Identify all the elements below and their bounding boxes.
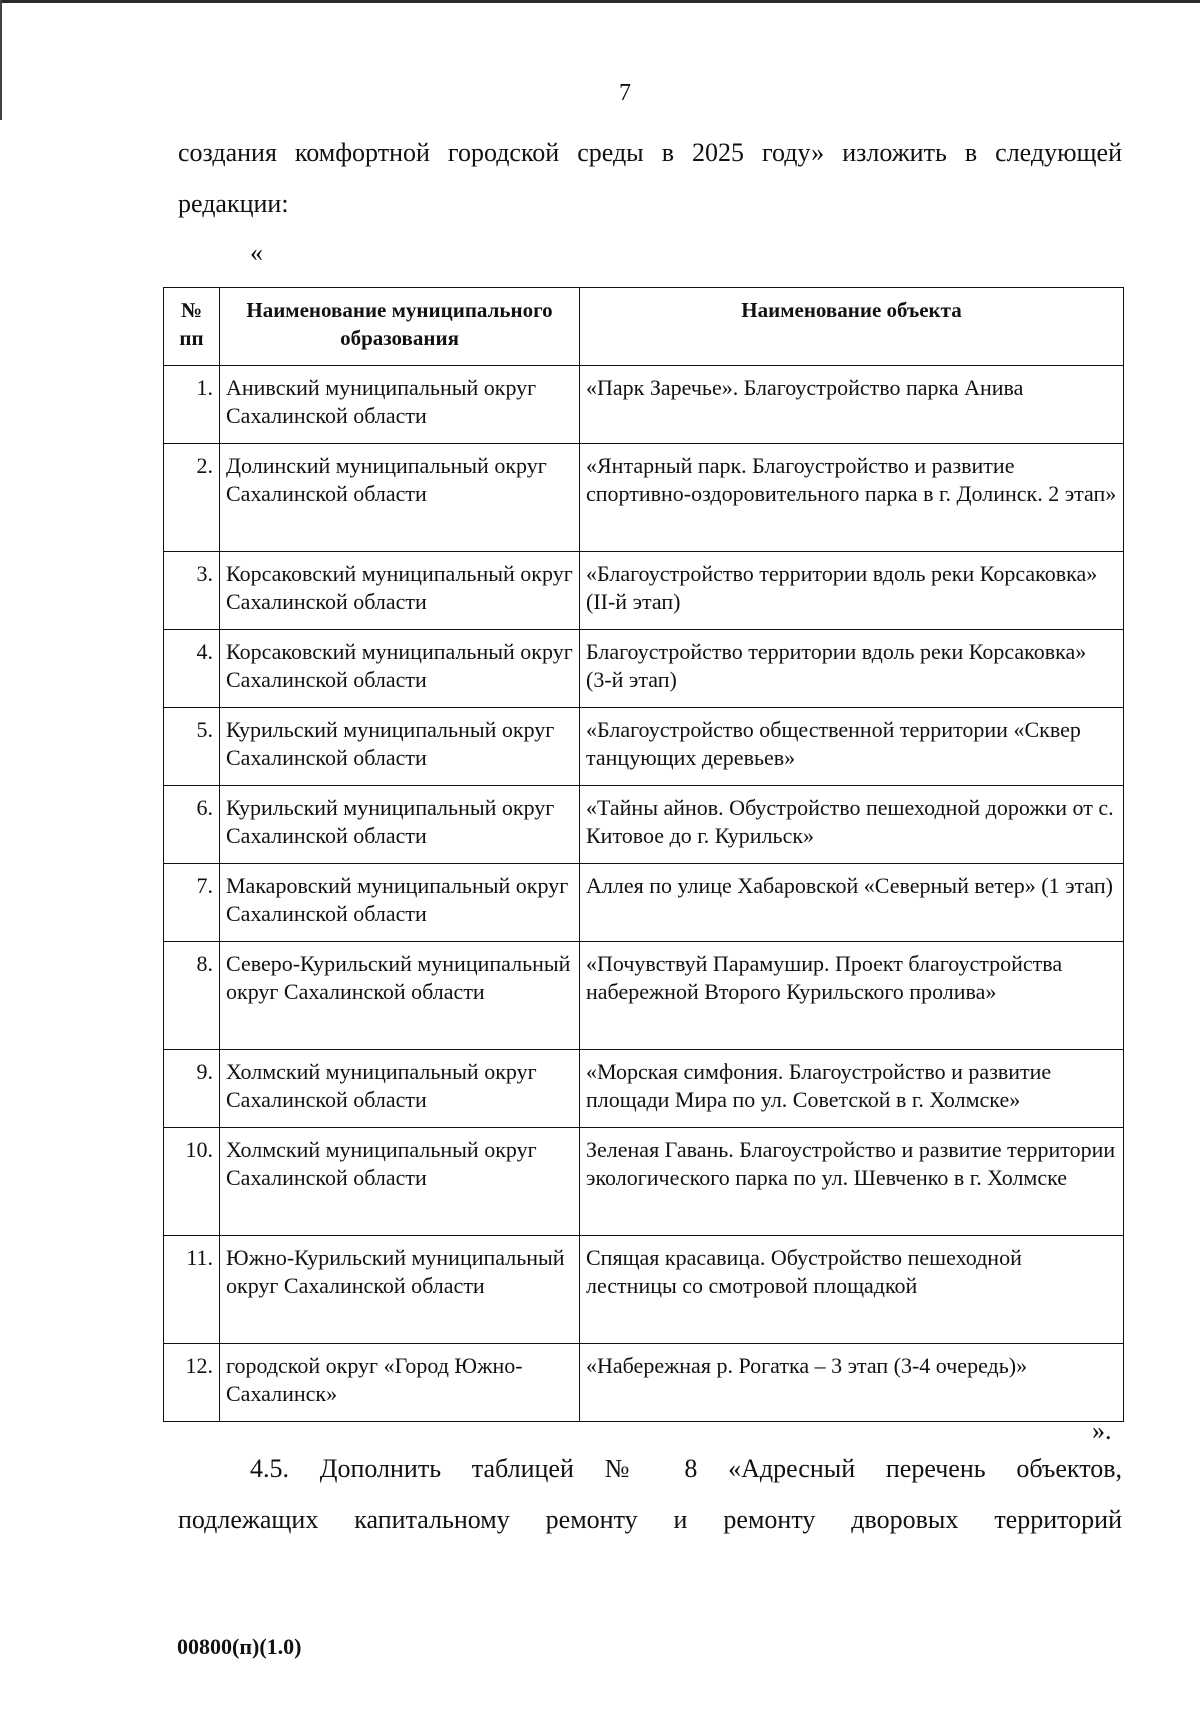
row-municipality: Курильский муниципальный округ Сахалинской области	[220, 708, 580, 786]
table-row	[164, 942, 1124, 1050]
scan-top-edge	[0, 0, 1200, 3]
table-row	[164, 366, 1124, 444]
row-object: «Набережная р. Рогатка – 3 этап (3-4 очередь)»	[580, 1344, 1124, 1422]
row-municipality: Корсаковский муниципальный округ Сахалинской области	[220, 630, 580, 708]
row-object: «Почувствуй Парамушир. Проект благоустройства набережной Второго Курильского пролива»	[580, 942, 1124, 1050]
row-num: 7.	[164, 864, 220, 942]
row-municipality: городской округ «Город Южно-Сахалинск»	[220, 1344, 580, 1422]
section-4-5-line-2: подлежащих капитальному ремонту и ремонту дворовых территорий	[178, 1505, 1122, 1534]
row-municipality: Холмский муниципальный округ Сахалинской области	[220, 1050, 580, 1128]
row-municipality: Корсаковский муниципальный округ Сахалинской области	[220, 552, 580, 630]
row-num: 1.	[164, 366, 220, 444]
table-row	[164, 708, 1124, 786]
table-row	[164, 630, 1124, 708]
header-object: Наименование объекта	[580, 288, 1124, 366]
intro-line-1: создания комфортной городской среды в 2025 году» изложить в следующей	[178, 138, 1122, 167]
page-number: 7	[619, 80, 631, 106]
table-header-row	[164, 288, 1124, 366]
row-municipality: Анивский муниципальный округ Сахалинской области	[220, 366, 580, 444]
opening-quote: «	[250, 238, 263, 267]
table-row	[164, 552, 1124, 630]
row-num: 9.	[164, 1050, 220, 1128]
row-object: «Янтарный парк. Благоустройство и развитие спортивно-оздоровительного парка в г. Долинск. 2 этап»	[580, 444, 1124, 552]
row-municipality: Холмский муниципальный округ Сахалинской области	[220, 1128, 580, 1236]
row-object: «Морская симфония. Благоустройство и развитие площади Мира по ул. Советской в г. Холмске»	[580, 1050, 1124, 1128]
table-row	[164, 864, 1124, 942]
row-num: 4.	[164, 630, 220, 708]
row-num: 2.	[164, 444, 220, 552]
row-object: Зеленая Гавань. Благоустройство и развитие территории экологического парка по ул. Шевченко в г. Холмске	[580, 1128, 1124, 1236]
header-num: № пп	[164, 288, 220, 366]
row-num: 3.	[164, 552, 220, 630]
row-municipality: Макаровский муниципальный округ Сахалинской области	[220, 864, 580, 942]
row-object: «Тайны айнов. Обустройство пешеходной дорожки от с. Китовое до г. Курильск»	[580, 786, 1124, 864]
row-num: 5.	[164, 708, 220, 786]
row-object: «Благоустройство общественной территории «Сквер танцующих деревьев»	[580, 708, 1124, 786]
table-row	[164, 786, 1124, 864]
row-num: 11.	[164, 1236, 220, 1344]
row-num: 6.	[164, 786, 220, 864]
header-municipality: Наименование муниципального образования	[220, 288, 580, 366]
table-row	[164, 1050, 1124, 1128]
row-object: «Благоустройство территории вдоль реки Корсаковка» (II-й этап)	[580, 552, 1124, 630]
row-object: Спящая красавица. Обустройство пешеходной лестницы со смотровой площадкой	[580, 1236, 1124, 1344]
row-object: «Парк Заречье». Благоустройство парка Анива	[580, 366, 1124, 444]
row-num: 12.	[164, 1344, 220, 1422]
closing-quote: ».	[1092, 1416, 1112, 1445]
section-4-5-line-1: 4.5. Дополнить таблицей № 8 «Адресный перечень объектов,	[250, 1454, 1122, 1483]
row-municipality: Южно-Курильский муниципальный округ Сахалинской области	[220, 1236, 580, 1344]
row-num: 10.	[164, 1128, 220, 1236]
municipal-objects-table	[163, 287, 1124, 1422]
row-object: Аллея по улице Хабаровской «Северный ветер» (1 этап)	[580, 864, 1124, 942]
row-num: 8.	[164, 942, 220, 1050]
row-municipality: Долинский муниципальный округ Сахалинской области	[220, 444, 580, 552]
row-municipality: Курильский муниципальный округ Сахалинской области	[220, 786, 580, 864]
document-code: 00800(п)(1.0)	[177, 1634, 302, 1659]
row-municipality: Северо-Курильский муниципальный округ Сахалинской области	[220, 942, 580, 1050]
table-row	[164, 444, 1124, 552]
table-row	[164, 1236, 1124, 1344]
table-row	[164, 1128, 1124, 1236]
row-object: Благоустройство территории вдоль реки Корсаковка» (3-й этап)	[580, 630, 1124, 708]
intro-line-2: редакции:	[178, 189, 289, 218]
table-row	[164, 1344, 1124, 1422]
